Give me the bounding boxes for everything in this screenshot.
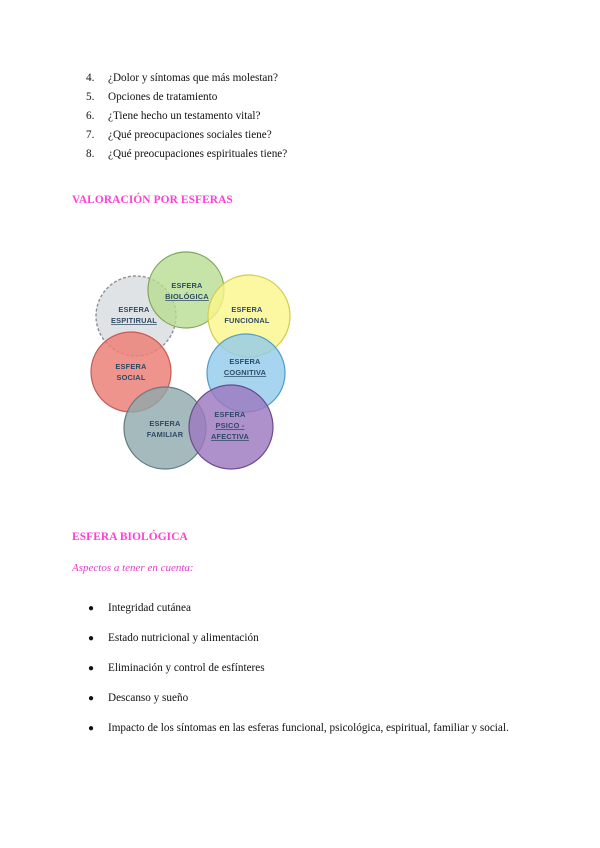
circle-label: COGNITIVA <box>223 368 267 377</box>
bullet-text: Descanso y sueño <box>108 692 189 704</box>
list-item <box>86 145 287 164</box>
circle-label: PSICO - <box>215 421 245 430</box>
list-item <box>88 630 509 660</box>
circle-label: ESFERA <box>231 305 263 314</box>
list-number: 4. <box>86 72 95 84</box>
bullet-list <box>88 600 509 750</box>
list-number: 8. <box>86 148 95 160</box>
bullet-icon: ● <box>88 633 95 644</box>
list-item <box>86 69 287 88</box>
list-text: ¿Qué preocupaciones sociales tiene? <box>108 129 272 141</box>
bullet-icon: ● <box>88 663 95 674</box>
list-text: ¿Tiene hecho un testamento vital? <box>108 110 261 122</box>
list-text: ¿Dolor y síntomas que más molestan? <box>108 72 278 84</box>
bullet-text: Eliminación y control de esfínteres <box>108 662 265 674</box>
bullet-icon: ● <box>88 723 95 734</box>
bullet-text: Estado nutricional y alimentación <box>108 632 259 644</box>
list-item <box>86 126 287 145</box>
bullet-icon: ● <box>88 603 95 614</box>
list-item <box>88 720 509 750</box>
list-number: 6. <box>86 110 95 122</box>
section-heading-biologica: ESFERA BIOLÓGICA <box>72 531 188 543</box>
esferas-diagram <box>85 247 295 477</box>
list-item <box>88 600 509 630</box>
list-item <box>86 88 287 107</box>
circle-label: ESFERA <box>214 410 246 419</box>
circle-label: SOCIAL <box>116 373 146 382</box>
circle-label: ESFERA <box>115 362 147 371</box>
circle-label: ESFERA <box>118 305 150 314</box>
circle-label: FUNCIONAL <box>224 316 270 325</box>
list-text: ¿Qué preocupaciones espirituales tiene? <box>108 148 288 160</box>
circle-label: FAMILIAR <box>146 430 184 439</box>
bullet-icon: ● <box>88 693 95 704</box>
list-item <box>88 660 509 690</box>
circle-label: ESFERA <box>229 357 261 366</box>
list-number: 7. <box>86 129 95 141</box>
numbered-list <box>86 69 287 164</box>
circle-psicoafectiva <box>189 385 273 469</box>
list-number: 5. <box>86 91 95 103</box>
circle-label: BIOLÓGICA <box>165 292 209 301</box>
list-item <box>86 107 287 126</box>
circle-label: ESPITIRUAL <box>111 316 157 325</box>
bullet-text: Integridad cutánea <box>108 602 191 614</box>
circle-label: AFECTIVA <box>210 432 250 441</box>
section-heading-valoracion: VALORACIÓN POR ESFERAS <box>72 194 233 206</box>
subheading: Aspectos a tener en cuenta: <box>72 562 194 574</box>
circle-label: ESFERA <box>149 419 181 428</box>
list-text: Opciones de tratamiento <box>108 91 218 103</box>
bullet-text: Impacto de los síntomas en las esferas funcional, psicológica, espiritual, familiar y social. <box>108 722 509 734</box>
list-item <box>88 690 509 720</box>
circle-label: ESFERA <box>171 281 203 290</box>
